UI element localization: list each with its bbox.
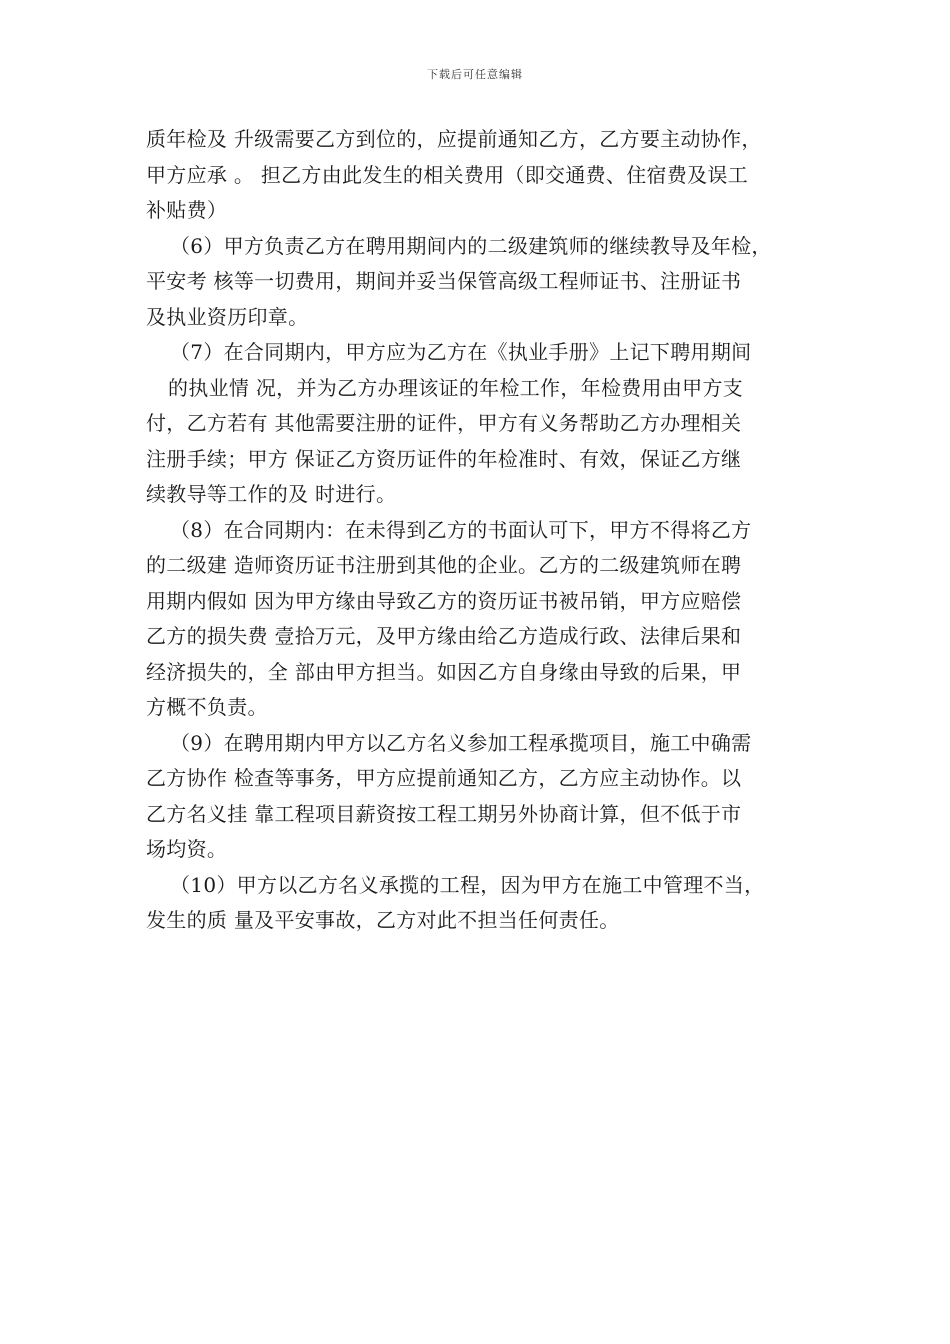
text-line: 平安考 核等一切费用，期间并妥当保管高级工程师证书、注册证书 [146, 269, 742, 293]
text-line: （10）甲方以乙方名义承揽的工程，因为甲方在施工中管理不当， [170, 872, 765, 897]
text-line: （6）甲方负责乙方在聘用期间内的二级建筑师的继续教导及年检， [170, 233, 772, 258]
text-line: 发生的质 量及平安事故，乙方对此不担当任何责任。 [146, 908, 620, 932]
paragraph-clause-9 [146, 726, 836, 868]
text-line: （8）在合同期内：在未得到乙方的书面认可下，甲方不得将乙方 [170, 517, 752, 542]
text-line: 乙方名义挂 靠工程项目薪资按工程工期另外协商计算，但不低于市 [146, 801, 742, 826]
paragraph-clause-10 [146, 868, 836, 939]
paragraph-clause-8 [146, 513, 836, 726]
text-line: 场均资。 [146, 837, 228, 861]
paragraph-continuation [146, 122, 836, 229]
paragraph-clause-6 [146, 229, 836, 336]
text-line: 及执业资历印章。 [146, 304, 309, 329]
text-line: （9）在聘用期内甲方以乙方名义参加工程承揽项目，施工中确需 [170, 730, 752, 755]
text-line: （7）在合同期内，甲方应为乙方在《执业手册》上记下聘用期间 [170, 340, 752, 364]
text-line: 甲方应承 。 担乙方由此发生的相关费用（即交通费、住宿费及误工 [146, 162, 749, 187]
text-line: 乙方的损失费 壹拾万元，及甲方缘由给乙方造成行政、法律后果和 [146, 624, 742, 648]
text-line: 方概不负责。 [146, 695, 268, 719]
paragraph-clause-7 [146, 335, 836, 513]
text-line: 付，乙方若有 其他需要注册的证件，甲方有义务帮助乙方办理相关 [146, 411, 742, 435]
document-body [146, 122, 836, 939]
text-line: 的执业情 况，并为乙方办理该证的年检工作，年检费用由甲方支 [168, 375, 744, 400]
text-line: 注册手续；甲方 保证乙方资历证件的年检准时、有效，保证乙方继 [146, 446, 742, 471]
page-header: 下载后可任意编辑 [427, 68, 523, 81]
text-line: 补贴费） [146, 198, 228, 222]
text-line: 乙方协作 检查等事务，甲方应提前通知乙方，乙方应主动协作。以 [146, 766, 742, 790]
text-line: 的二级建 造师资历证书注册到其他的企业。乙方的二级建筑师在聘 [146, 553, 742, 577]
text-line: 经济损失的，全 部由甲方担当。如因乙方自身缘由导致的后果，甲 [146, 659, 742, 684]
text-line: 质年检及 升级需要乙方到位的，应提前通知乙方，乙方要主动协作， [146, 127, 762, 151]
text-line: 用期内假如 因为甲方缘由导致乙方的资历证书被吊销，甲方应赔偿 [146, 588, 742, 613]
text-line: 续教导等工作的及 时进行。 [146, 482, 397, 506]
